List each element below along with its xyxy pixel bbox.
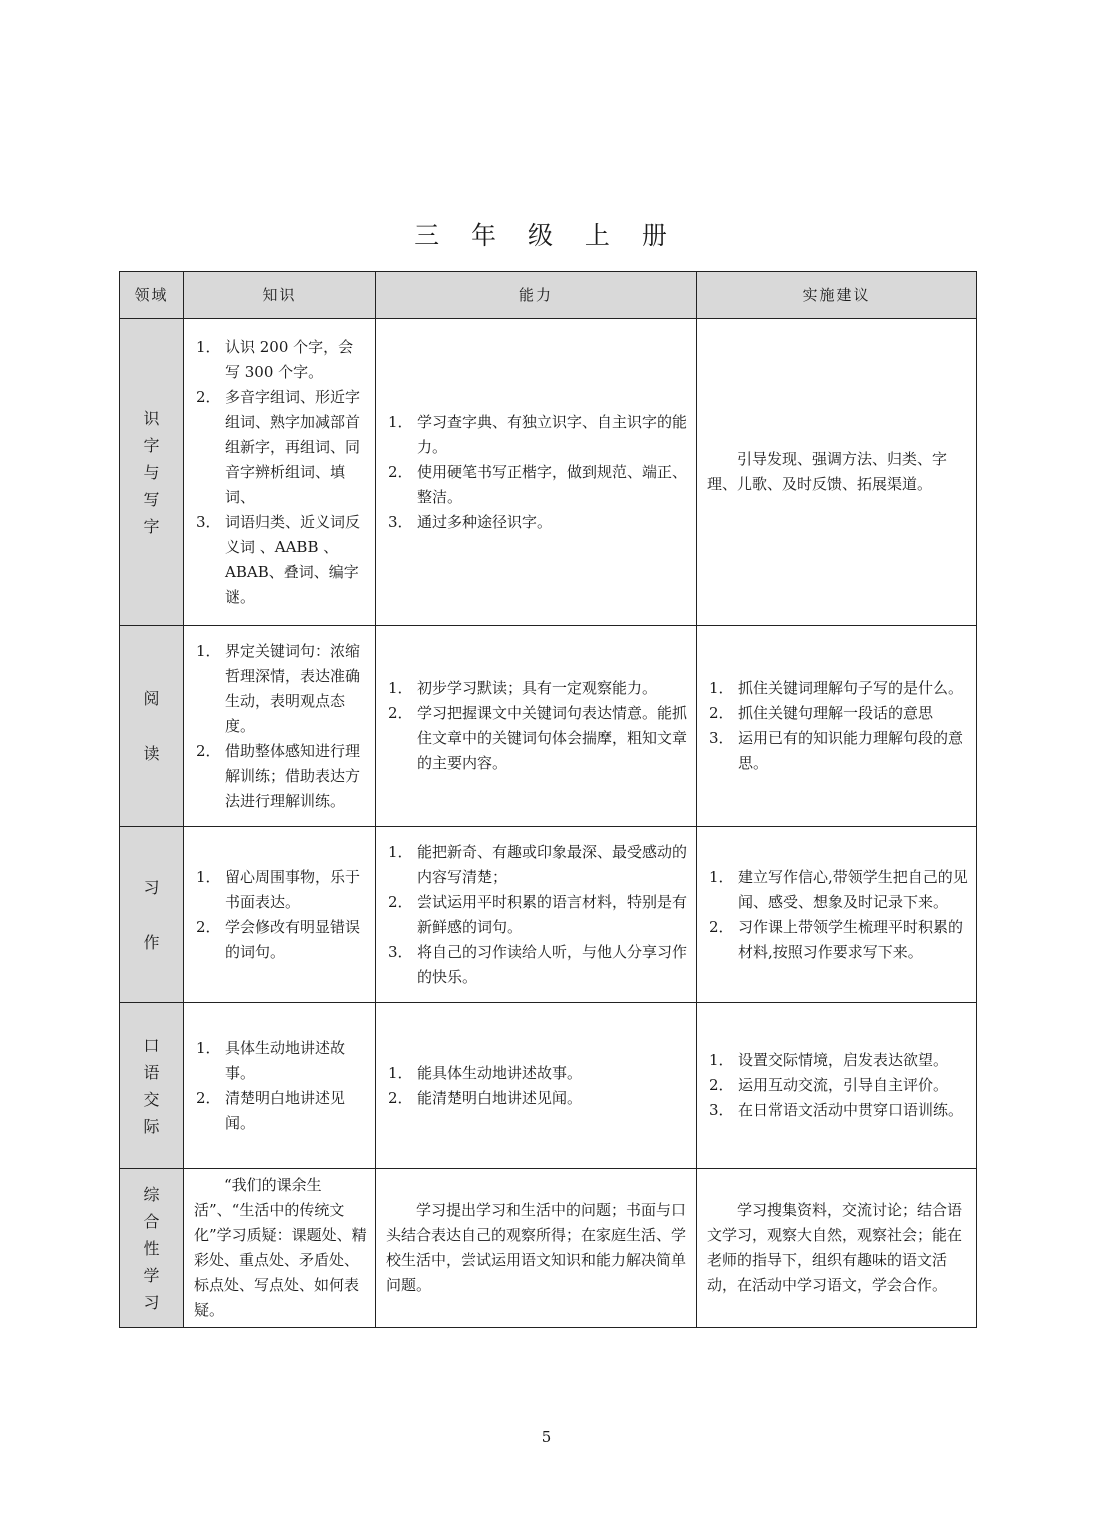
header-suggestion: 实施建议 (697, 272, 977, 319)
list-item: 1． 具体生动地讲述故事。 (196, 1038, 346, 1082)
suggestion-cell (697, 626, 977, 827)
page-number: 5 (541, 1428, 552, 1446)
ability-cell (376, 319, 697, 626)
list-item: 2． 使用硬笔书写正楷字，做到规范、端正、整洁。 (388, 462, 688, 506)
domain-label: 综 合 性 学 习 (143, 1184, 160, 1312)
ability-cell (376, 1003, 697, 1169)
domain-cell (120, 827, 184, 1003)
suggestion-cell (697, 1003, 977, 1169)
list-item: 3． 将自己的习作读给人听，与他人分享习作的快乐。 (388, 942, 688, 986)
table-header-row (120, 272, 977, 319)
list-item: 1． 设置交际情境，启发表达欲望。 (709, 1051, 949, 1069)
list-item: 1． 界定关键词句：浓缩哲理深情，表达准确生动，表明观点态度。 (196, 641, 361, 735)
list-item: 2． 学习把握课文中关键词句表达情意。能抓住文章中的关键词句体会揣摩，粗知文章的主要内容。 (388, 704, 688, 772)
list-item: 1． 能具体生动地讲述故事。 (388, 1063, 583, 1082)
domain-label: 口 语 交 际 (143, 1035, 160, 1136)
domain-label: 习 作 (143, 877, 160, 952)
ability-cell (376, 827, 697, 1003)
list-item: 1． 建立写作信心,带领学生把自己的见闻、感受、想象及时记录下来。 (709, 867, 968, 911)
list-item: 1． 认识 200 个字，会写 300 个字。 (196, 337, 354, 381)
suggestion-cell (697, 319, 977, 626)
knowledge-cell (184, 1003, 376, 1169)
page-title: 三 年 级 上 册 (414, 221, 679, 250)
curriculum-table (119, 271, 977, 1328)
domain-label: 阅 读 (143, 689, 160, 763)
ability-cell (376, 626, 697, 827)
knowledge-cell (184, 626, 376, 827)
list-item: 3． 在日常语文活动中贯穿口语训练。 (709, 1101, 964, 1119)
list-item: 1． 初步学习默读；具有一定观察能力。 (388, 679, 658, 697)
list-item: 2． 学会修改有明显错误的词句。 (196, 917, 361, 961)
domain-cell (120, 1169, 184, 1328)
list-item: 2． 抓住关键句理解一段话的意思 (709, 704, 934, 722)
suggestion-cell (697, 1169, 977, 1328)
domain-cell (120, 1003, 184, 1169)
table-row (120, 319, 977, 626)
list-item: 1． 抓住关键词理解句子写的是什么。 (709, 679, 964, 697)
suggestion-text: 引导发现、强调方法、归类、字理、儿歌、及时反馈、拓展渠道。 (707, 450, 948, 493)
knowledge-cell (184, 1169, 376, 1328)
table-row (120, 1169, 977, 1328)
table-row (120, 1003, 977, 1169)
list-item: 2． 运用互动交流，引导自主评价。 (709, 1076, 949, 1094)
domain-label: 识 字 与 写 字 (143, 408, 160, 536)
header-ability: 能力 (376, 272, 697, 319)
domain-cell (120, 319, 184, 626)
list-item: 1． 学习查字典、有独立识字、自主识字的能力。 (388, 412, 688, 456)
knowledge-text: “我们的课余生活”、“生活中的传统文化”学习质疑：课题处、精彩处、重点处、矛盾处、标点处、写点处、如何表疑。 (194, 1176, 367, 1319)
list-item: 3． 词语归类、近义词反义词 、AABB 、ABAB、叠词、编字谜。 (196, 512, 361, 606)
list-item: 1． 留心周围事物，乐于书面表达。 (196, 867, 361, 911)
domain-cell (120, 626, 184, 827)
list-item: 2． 尝试运用平时积累的语言材料，特别是有新鲜感的词句。 (388, 892, 688, 936)
list-item: 2． 清楚明白地讲述见闻。 (196, 1088, 346, 1132)
list-item: 2． 习作课上带领学生梳理平时积累的材料,按照习作要求写下来。 (709, 917, 964, 961)
header-domain: 领域 (120, 272, 184, 319)
suggestion-cell (697, 827, 977, 1003)
list-item: 3． 通过多种途径识字。 (388, 512, 553, 531)
knowledge-cell (184, 319, 376, 626)
header-knowledge: 知识 (184, 272, 376, 319)
list-item: 2． 多音字组词、形近字组词、熟字加减部首组新字，再组词、同音字辨析组词、填词、 (196, 387, 361, 506)
suggestion-text: 学习搜集资料，交流讨论；结合语文学习，观察大自然，观察社会；能在老师的指导下，组织有趣味的语文活动，在活动中学习语文，学会合作。 (707, 1201, 963, 1294)
knowledge-cell (184, 827, 376, 1003)
ability-cell (376, 1169, 697, 1328)
table-row (120, 626, 977, 827)
list-item: 2． 借助整体感知进行理解训练；借助表达方法进行理解训练。 (196, 741, 361, 810)
ability-text: 学习提出学习和生活中的问题；书面与口头结合表达自己的观察所得；在家庭生活、学校生活中，尝试运用语文知识和能力解决简单问题。 (386, 1201, 687, 1294)
table-row (120, 827, 977, 1003)
list-item: 2． 能清楚明白地讲述见闻。 (388, 1088, 583, 1107)
list-item: 1． 能把新奇、有趣或印象最深、最受感动的内容写清楚； (388, 842, 688, 886)
list-item: 3． 运用已有的知识能力理解句段的意思。 (709, 729, 964, 772)
